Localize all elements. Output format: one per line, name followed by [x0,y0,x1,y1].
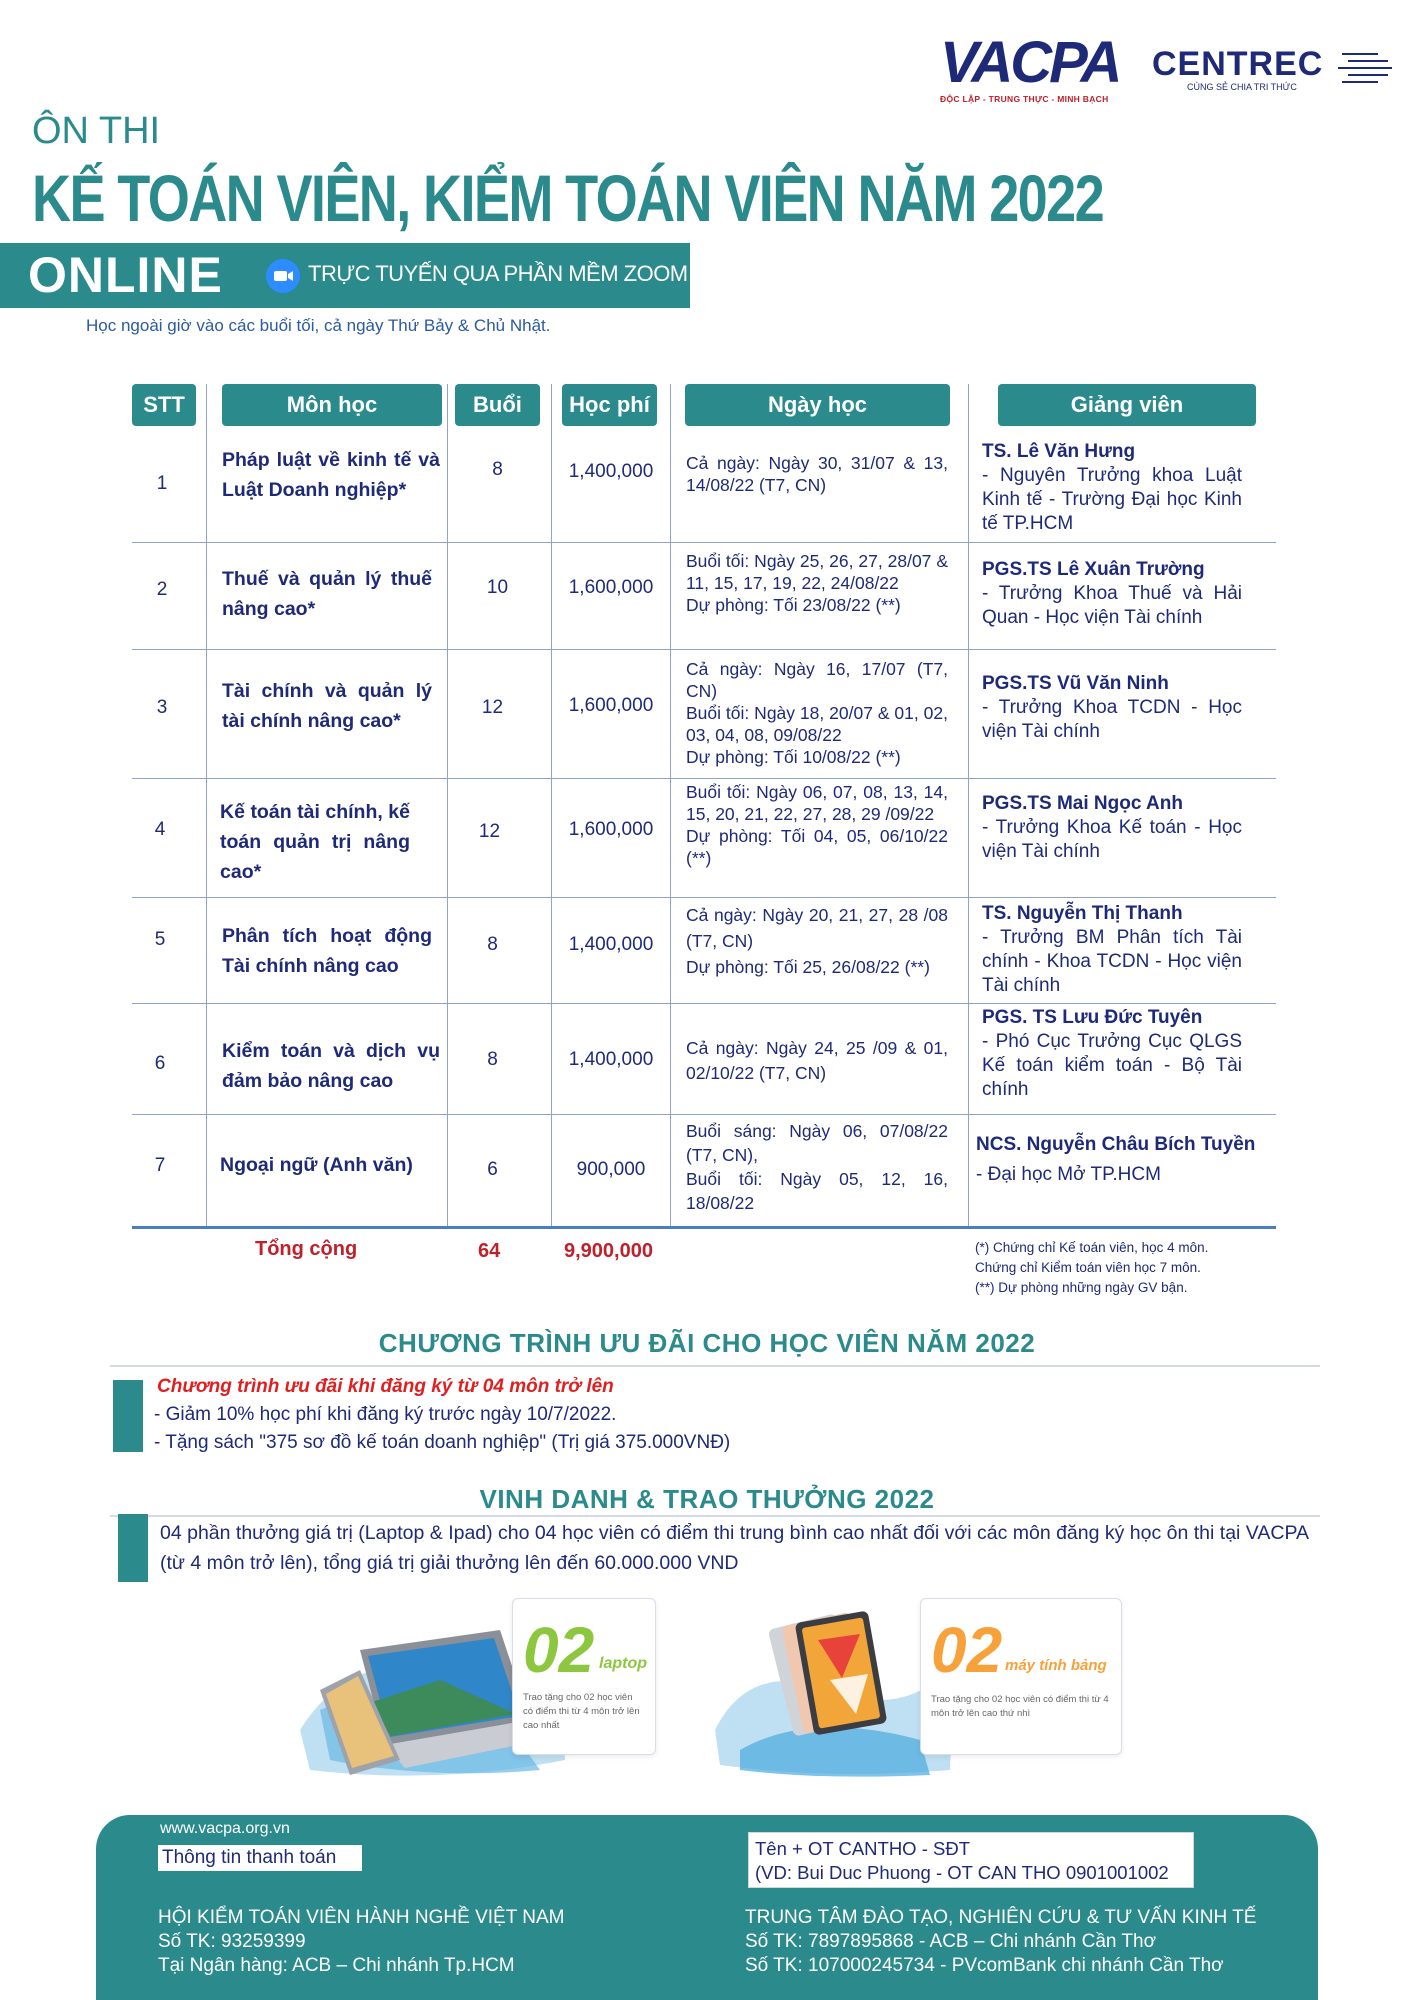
col-header-sessions: Buổi [455,384,540,426]
date-line: Dự phòng: Tối 10/08/22 (**) [686,747,901,767]
row-subject: Kế toán tài chính, kế toán quản trị nâng cao* [220,801,410,883]
col-header-dates: Ngày học [685,384,950,426]
grid-hline [132,778,1276,779]
right-account: Số TK: 107000245734 - PVcomBank chi nhánh Cần Thơ [745,1955,1224,1976]
zoom-text: TRỰC TUYẾN QUA PHẦN MỀM ZOOM [308,261,688,286]
row-lecturer [982,792,1242,864]
vacpa-logo [940,30,1130,104]
right-account-info [745,1906,1256,1978]
row-sessions: 10 [486,577,509,598]
row-fee: 1,400,000 [568,934,654,955]
award-description: 04 phần thưởng giá trị (Laptop & Ipad) cho 04 học viên có điểm thi trung bình cao nhất đối với các môn đăng ký học ôn thi tại VACPA (từ 4 môn trở lên), tổng giá trị giải thưởng lên đến 60.000.000 VND [160,1522,1308,1574]
row-subject: Phân tích hoạt động Tài chính nâng cao [222,925,432,977]
grid-vline [206,384,207,1226]
col-header-fee: Học phí [562,384,657,426]
promo-line: - Giảm 10% học phí khi đăng ký trước ngày 10/7/2022. [154,1404,617,1425]
laptop-unit: laptop [599,1655,647,1672]
lecturer-info: - Trưởng Khoa Thuế và Hải Quan - Học viện Tài chính [982,583,1242,628]
transfer-note-line: Tên + OT CANTHO - SĐT [755,1838,971,1859]
row-stt: 4 [154,819,166,840]
row-stt: 6 [154,1053,166,1074]
laptop-note: Trao tặng cho 02 học viên có điểm thi từ 4 môn trở lên cao nhất [523,1692,640,1731]
row-dates [686,781,948,869]
lecturer-info: - Đại học Mở TP.HCM [976,1164,1161,1185]
row-subject: Pháp luật về kinh tế và Luật Doanh nghiệp* [222,449,440,501]
row-stt: 3 [156,697,168,718]
lecturer-info: - Nguyên Trưởng khoa Luật Kinh tế - Trường Đại học Kinh tế TP.HCM [982,465,1242,534]
row-lecturer [976,1130,1276,1190]
left-bank: Tại Ngân hàng: ACB – Chi nhánh Tp.HCM [158,1955,515,1976]
date-line: Buổi tối: Ngày 25, 26, 27, 28/07 & 11, 15, 17, 19, 22, 24/08/22 [686,551,948,593]
row-sessions: 8 [492,459,503,480]
lecturer-name: PGS.TS Mai Ngọc Anh [982,793,1183,814]
row-stt: 5 [154,929,166,950]
col-header-lecturer: Giảng viên [998,384,1256,426]
row-subject: Kiểm toán và dịch vụ đảm bảo nâng cao [222,1040,440,1092]
row-subject: Thuế và quản lý thuế nâng cao* [222,568,432,620]
row-fee: 1,600,000 [568,819,654,840]
row-fee: 1,400,000 [568,461,654,482]
date-line: Buổi tối: Ngày 05, 12, 16, 18/08/22 [686,1169,948,1213]
promo-line: - Tặng sách "375 sơ đồ kế toán doanh nghiệp" (Trị giá 375.000VNĐ) [154,1432,731,1453]
lecturer-name: PGS.TS Lê Xuân Trường [982,559,1205,580]
row-dates [686,658,948,768]
row-dates [686,550,948,616]
grid-vline [670,384,671,1226]
lecturer-name: PGS. TS Lưu Đức Tuyên [982,1007,1203,1028]
date-line: Cả ngày: Ngày 20, 21, 27, 28 /08 (T7, CN) [686,905,948,951]
award-side-bar [118,1514,148,1582]
lecturer-name: NCS. Nguyễn Châu Bích Tuyền [976,1134,1256,1155]
grid-vline [447,384,448,1226]
row-dates [686,902,948,980]
right-org: TRUNG TÂM ĐÀO TẠO, NGHIÊN CỨU & TƯ VẤN KINH TẾ [745,1907,1257,1928]
row-lecturer [982,558,1242,630]
right-account: Số TK: 7897895868 - ACB – Chi nhánh Cần Thơ [745,1931,1157,1952]
table-bottom-line [132,1226,1276,1229]
col-header-stt: STT [132,384,196,426]
grid-hline [132,542,1276,543]
lecturer-name: PGS.TS Vũ Văn Ninh [982,673,1169,694]
footnote: Chứng chỉ Kiểm toán viên học 7 môn. [975,1260,1201,1275]
row-subject: Tài chính và quản lý tài chính nâng cao* [222,680,432,732]
date-line: Dự phòng: Tối 23/08/22 (**) [686,595,901,615]
left-account: Số TK: 93259399 [158,1931,306,1952]
transfer-note-line: (VD: Bui Duc Phuong - OT CAN THO 0901001002 [755,1862,1169,1883]
row-dates: Cả ngày: Ngày 24, 25 /09 & 01, 02/10/22 (T7, CN) [686,1038,948,1083]
col-header-subject: Môn học [222,384,442,426]
total-sessions: 64 [478,1240,501,1262]
vacpa-logo-text: VACPA [940,30,1120,95]
row-sessions: 12 [481,697,504,718]
date-line: Buổi tối: Ngày 06, 07, 08, 13, 14, 15, 20, 21, 22, 27, 28, 29 /09/22 [686,782,948,824]
tablet-award-card [920,1598,1122,1755]
transfer-note-box [748,1832,1194,1888]
zoom-icon [266,259,300,293]
promo-headline: Chương trình ưu đãi khi đăng ký từ 04 môn trở lên [157,1376,614,1397]
footnote: (**) Dự phòng những ngày GV bận. [975,1280,1188,1295]
row-sessions: 6 [487,1159,498,1180]
lecturer-info: - Trưởng BM Phân tích Tài chính - Khoa TCDN - Học viện Tài chính [982,927,1242,996]
grid-vline [968,384,969,1226]
row-sessions: 12 [478,821,501,842]
row-stt: 2 [156,579,168,600]
date-line: Buổi tối: Ngày 18, 20/07 & 01, 02, 03, 04, 08, 09/08/22 [686,703,948,745]
row-lecturer [982,672,1242,744]
online-label: ONLINE [28,247,223,303]
award-divider [110,1515,1320,1517]
row-fee: 1,400,000 [568,1049,654,1070]
payment-label: Thông tin thanh toán [158,1845,362,1871]
row-fee: 900,000 [576,1159,646,1180]
lecturer-info: - Trưởng Khoa TCDN - Học viện Tài chính [982,697,1242,742]
centrec-lines-icon [1338,48,1392,88]
row-dates [686,1119,948,1215]
tablet-note: Trao tặng cho 02 học viên có điểm thi từ 4 môn trở lên cao thứ nhì [931,1694,1109,1719]
laptop-count: 02 [523,1614,595,1686]
date-line: Dự phòng: Tối 25, 26/08/22 (**) [686,957,930,977]
date-line: Cả ngày: Ngày 16, 17/07 (T7, CN) [686,659,948,701]
lecturer-info: - Phó Cục Trưởng Cục QLGS Kế toán kiểm toán - Bộ Tài chính [982,1031,1242,1100]
footnotes [975,1238,1208,1298]
grid-hline [132,897,1276,898]
grid-hline [132,1003,1276,1004]
row-lecturer [982,902,1242,998]
lecturer-name: TS. Lê Văn Hưng [982,441,1136,462]
row-sessions: 8 [487,1049,498,1070]
lecturer-info: - Trưởng Khoa Kế toán - Học viện Tài chính [982,817,1242,862]
centrec-tagline: CÙNG SẺ CHIA TRI THỨC [1187,82,1297,92]
vacpa-tagline: ĐỘC LẬP - TRUNG THỰC - MINH BẠCH [940,94,1109,104]
centrec-logo [1152,46,1392,106]
centrec-logo-text: CENTREC [1152,45,1324,83]
grid-hline [132,1114,1276,1115]
row-lecturer [982,440,1242,536]
tablet-unit: máy tính bảng [1005,1657,1107,1674]
row-sessions: 8 [487,934,498,955]
award-title: VINH DANH & TRAO THƯỞNG 2022 [479,1484,935,1514]
grid-vline [551,384,552,1226]
lecturer-name: TS. Nguyễn Thị Thanh [982,903,1183,924]
left-account-info [158,1906,564,1978]
row-stt: 1 [156,473,168,494]
row-dates: Cả ngày: Ngày 30, 31/07 & 13, 14/08/22 (T7, CN) [686,453,948,495]
row-fee: 1,600,000 [568,577,654,598]
schedule-subline: Học ngoài giờ vào các buổi tối, cả ngày Thứ Bảy & Chủ Nhật. [86,316,551,335]
footnote: (*) Chứng chỉ Kế toán viên, học 4 môn. [975,1240,1209,1255]
page-title: KẾ TOÁN VIÊN, KIỂM TOÁN VIÊN NĂM 2022 [32,161,1104,235]
promo-divider [110,1365,1320,1367]
on-thi-label: ÔN THI [32,110,161,152]
tablet-count: 02 [931,1614,1003,1686]
promo-title: CHƯƠNG TRÌNH ƯU ĐÃI CHO HỌC VIÊN NĂM 2022 [378,1328,1036,1358]
row-subject: Ngoại ngữ (Anh văn) [220,1154,413,1176]
date-line: Buổi sáng: Ngày 06, 07/08/22 (T7, CN), [686,1121,948,1165]
grid-hline [132,649,1276,650]
laptop-award-card [512,1598,656,1755]
total-label: Tổng cộng [255,1238,358,1260]
left-org: HỘI KIỂM TOÁN VIÊN HÀNH NGHỀ VIỆT NAM [158,1907,565,1928]
promo-side-bar [113,1380,143,1452]
date-line: Dự phòng: Tối 04, 05, 06/10/22 (**) [686,826,948,868]
total-fee: 9,900,000 [564,1240,653,1262]
row-fee: 1,600,000 [568,695,654,716]
website-link[interactable]: www.vacpa.org.vn [160,1820,290,1837]
row-stt: 7 [154,1155,166,1176]
row-lecturer [982,1006,1242,1102]
